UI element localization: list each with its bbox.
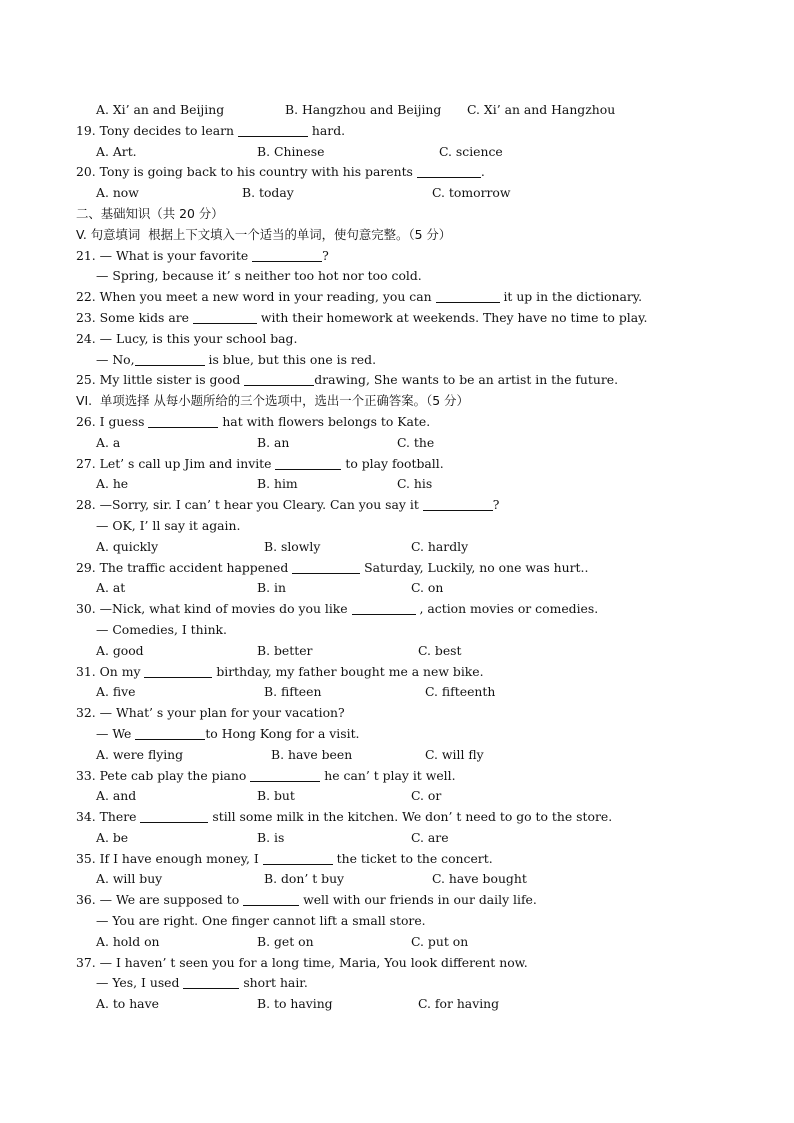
option-b: B. don’ t buy	[264, 871, 345, 887]
answer-blank	[423, 497, 493, 511]
q30-options	[76, 641, 776, 662]
q31-options	[76, 682, 776, 703]
option-b: B. have been	[271, 746, 353, 762]
option-a: A. be	[96, 829, 129, 845]
option-a: A. good	[96, 642, 144, 658]
q29-options	[76, 578, 776, 599]
question-27: 27. Let’ s call up Jim and invite to play football.	[76, 455, 444, 471]
option-c: C. have bought	[432, 871, 527, 887]
option-c: C. science	[439, 143, 503, 159]
option-a: A. he	[96, 476, 129, 492]
answer-blank	[140, 809, 208, 823]
q36-options	[76, 932, 776, 953]
answer-blank	[148, 414, 218, 428]
option-a: A. and	[96, 788, 137, 804]
option-b: B. is	[257, 829, 285, 845]
question-19: 19. Tony decides to learn hard.	[76, 122, 346, 138]
option-c: C. best	[418, 642, 462, 658]
option-b: B. Chinese	[257, 143, 325, 159]
q24-reply: — No, is blue, but this one is red.	[96, 351, 377, 367]
option-b: B. an	[257, 434, 290, 450]
option-a: A. hold on	[96, 933, 160, 949]
option-c: C. will fly	[425, 746, 484, 762]
option-c: C. are	[411, 829, 449, 845]
question-33: 33. Pete cab play the piano he can’ t play it well.	[76, 767, 456, 783]
question-21: 21. — What is your favorite ?	[76, 247, 329, 263]
option-b: B. fifteen	[264, 684, 322, 700]
q36-reply: — You are right. One finger cannot lift a small store.	[96, 913, 426, 929]
answer-blank	[263, 851, 333, 865]
option-c: C. on	[411, 580, 444, 596]
option-c: C. put on	[411, 933, 469, 949]
option-c: C. tomorrow	[432, 185, 511, 201]
option-b: B. to having	[257, 996, 333, 1012]
option-c: C. hardly	[411, 538, 469, 554]
option-c: C. the	[397, 434, 435, 450]
answer-blank	[193, 310, 257, 324]
question-24: 24. — Lucy, is this your school bag.	[76, 330, 298, 346]
question-23: 23. Some kids are with their homework at weekends. They have no time to play.	[76, 309, 648, 325]
question-25: 25. My little sister is good drawing, She wants to be an artist in the future.	[76, 372, 619, 388]
q32-options	[76, 745, 776, 766]
q27-options	[76, 474, 776, 495]
answer-blank	[244, 372, 314, 386]
answer-blank	[417, 164, 481, 178]
answer-blank	[252, 248, 322, 262]
question-28: 28. —Sorry, sir. I can’ t hear you Cleary. Can you say it ?	[76, 497, 500, 513]
q33-options	[76, 786, 776, 807]
option-a: A. at	[96, 580, 126, 596]
answer-blank	[135, 726, 205, 740]
answer-blank	[238, 123, 308, 137]
answer-blank	[243, 892, 299, 906]
option-b: B. Hangzhou and Beijing	[285, 102, 442, 117]
option-a: A. five	[96, 684, 136, 700]
option-c: C. or	[411, 788, 442, 804]
option-a: A. to have	[96, 996, 159, 1012]
question-30: 30. —Nick, what kind of movies do you like , action movies or comedies.	[76, 601, 599, 617]
q37-reply: — Yes, I used short hair.	[96, 975, 308, 991]
question-29: 29. The traffic accident happened Saturday, Luckily, no one was hurt..	[76, 559, 589, 575]
q19-options	[76, 142, 776, 163]
option-a: A. Xi’ an and Beijing	[96, 102, 225, 117]
option-c: C. fifteenth	[425, 684, 496, 700]
q28-options	[76, 537, 776, 558]
question-31: 31. On my birthday, my father bought me a new bike.	[76, 663, 484, 679]
option-b: B. today	[242, 185, 294, 201]
q21-reply: — Spring, because it’ s neither too hot nor too cold.	[96, 268, 422, 284]
question-26: 26. I guess hat with flowers belongs to Kate.	[76, 413, 431, 429]
section-2-title: 二、基础知识（共 20 分）	[76, 205, 224, 221]
option-b: B. in	[257, 580, 286, 596]
section-6-title: VI. 单项选择 从每小题所给的三个选项中，选出一个正确答案。（5 分）	[76, 393, 469, 409]
q26-options	[76, 433, 776, 454]
q34-options	[76, 828, 776, 849]
q30-reply: — Comedies, I think.	[96, 621, 227, 637]
question-34: 34. There still some milk in the kitchen. We don’ t need to go to the store.	[76, 809, 613, 825]
q20-options	[76, 183, 776, 204]
answer-blank	[250, 768, 320, 782]
answer-blank	[292, 560, 360, 574]
question-35: 35. If I have enough money, I the ticket to the concert.	[76, 850, 493, 866]
option-b: B. better	[257, 642, 313, 658]
option-c: C. his	[397, 476, 433, 492]
option-b: B. slowly	[264, 538, 321, 554]
option-a: A. a	[96, 434, 121, 450]
option-a: A. Art.	[96, 143, 137, 159]
option-b: B. him	[257, 476, 298, 492]
answer-blank	[436, 289, 500, 303]
question-32: 32. — What’ s your plan for your vacation?	[76, 705, 345, 721]
option-b: B. get on	[257, 933, 314, 949]
question-37: 37. — I haven’ t seen you for a long time, Maria, You look different now.	[76, 954, 528, 970]
option-c: C. for having	[418, 996, 500, 1012]
section-5-title: V. 句意填词 根据上下文填入一个适当的单词，使句意完整。（5 分）	[76, 226, 452, 242]
answer-blank	[275, 456, 341, 470]
exam-content	[76, 100, 776, 1015]
q28-reply: — OK, I’ ll say it again.	[96, 517, 241, 533]
option-a: A. were flying	[96, 746, 184, 762]
option-a: A. will buy	[96, 871, 163, 887]
answer-blank	[135, 352, 205, 366]
answer-blank	[183, 975, 239, 989]
option-c: C. Xi’ an and Hangzhou	[467, 102, 616, 117]
q18-options	[76, 100, 776, 121]
option-a: A. quickly	[96, 538, 159, 554]
answer-blank	[352, 601, 416, 615]
question-36: 36. — We are supposed to well with our friends in our daily life.	[76, 892, 537, 908]
question-22: 22. When you meet a new word in your reading, you can it up in the dictionary.	[76, 289, 643, 305]
q35-options	[76, 869, 776, 890]
q32-reply: — We to Hong Kong for a visit.	[96, 725, 360, 741]
answer-blank	[144, 664, 212, 678]
question-20: 20. Tony is going back to his country with his parents .	[76, 164, 485, 180]
q37-options	[76, 994, 776, 1015]
option-a: A. now	[96, 185, 139, 201]
option-b: B. but	[257, 788, 295, 804]
